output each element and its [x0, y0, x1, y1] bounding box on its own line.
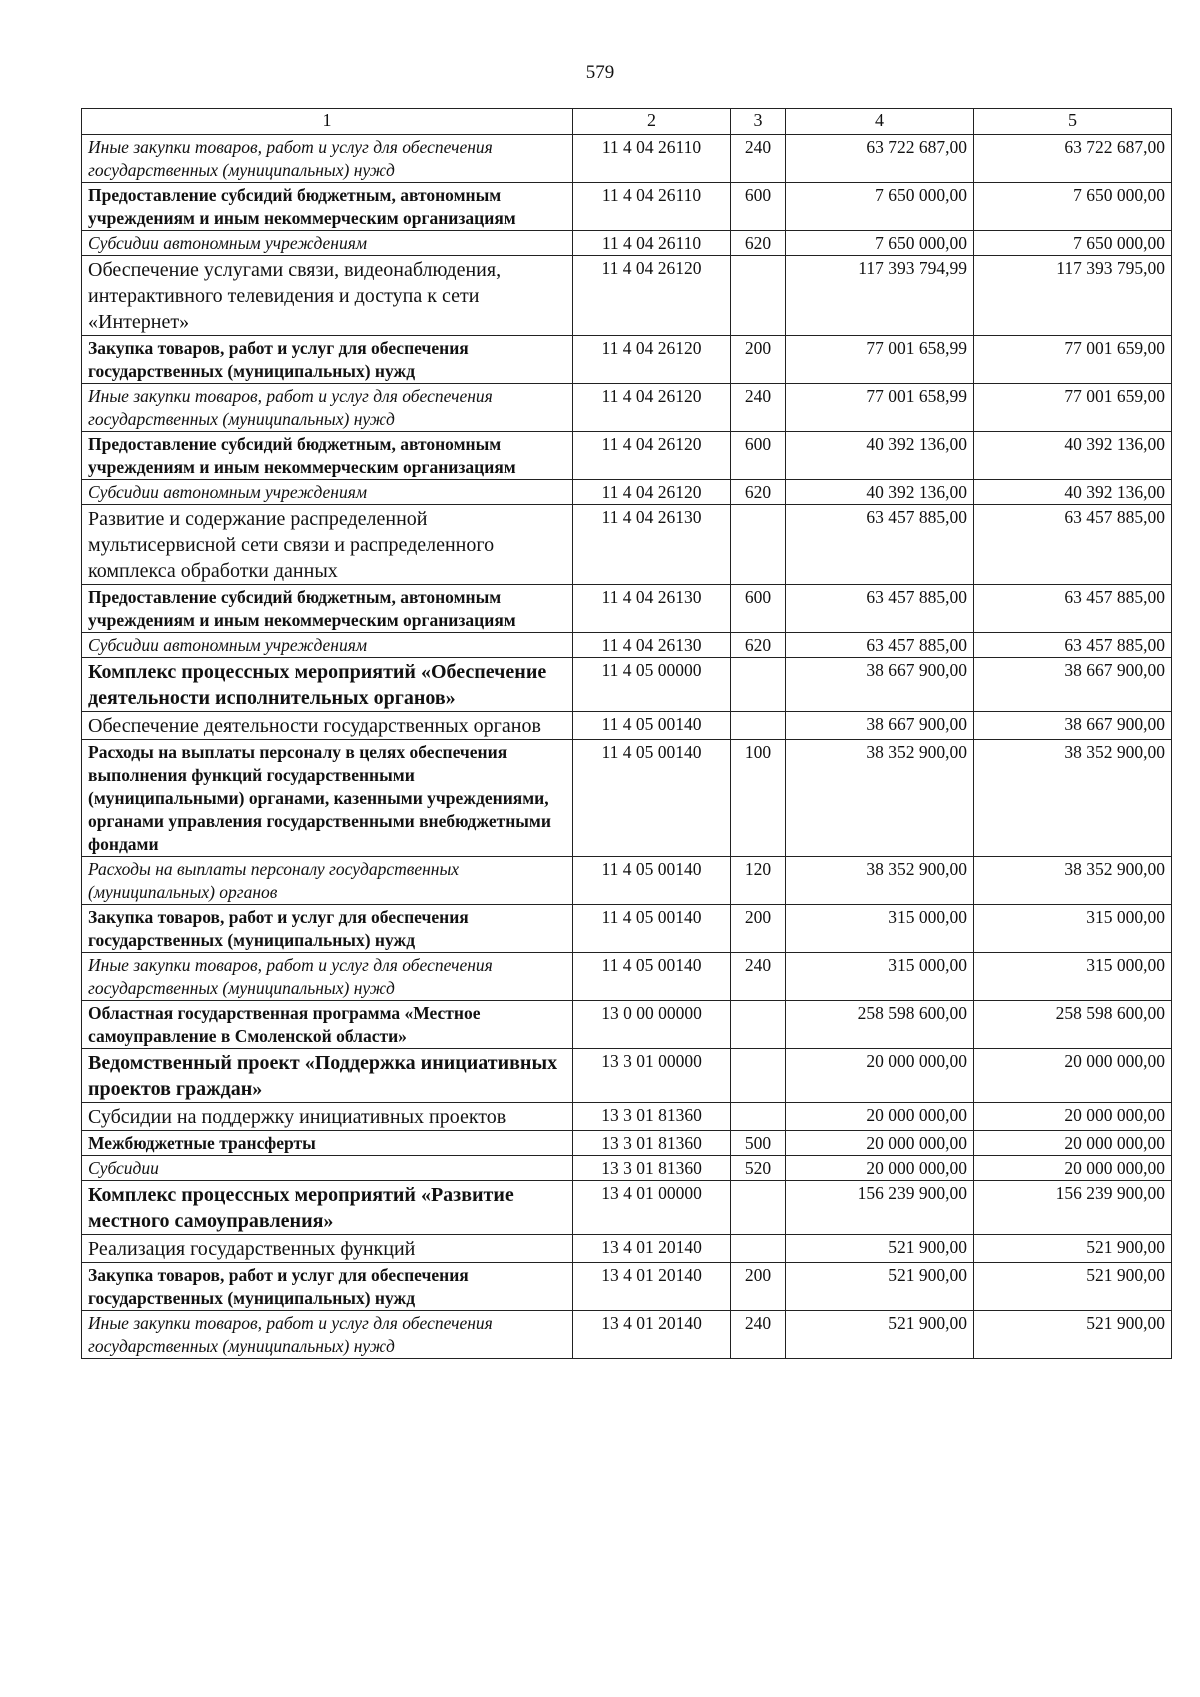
row-name-cell: Комплекс процессных мероприятий «Обеспечение деятельности исполнительных органов» [82, 658, 573, 712]
col-header-4: 4 [786, 109, 974, 135]
row-amount-2024-cell: 77 001 658,99 [786, 336, 974, 384]
row-type-cell [731, 1049, 786, 1103]
table-row [82, 658, 1172, 712]
row-amount-2024-cell: 63 457 885,00 [786, 505, 974, 585]
row-amount-2025-cell: 63 457 885,00 [974, 633, 1172, 658]
row-type-cell [731, 712, 786, 740]
table-row [82, 505, 1172, 585]
table-row [82, 183, 1172, 231]
row-code-cell: 13 3 01 81360 [573, 1156, 731, 1181]
table-row [82, 1049, 1172, 1103]
table-row [82, 585, 1172, 633]
row-amount-2025-cell: 40 392 136,00 [974, 480, 1172, 505]
row-code-cell: 11 4 04 26120 [573, 336, 731, 384]
row-name-cell: Иные закупки товаров, работ и услуг для обеспечения государственных (муниципальных) нужд [82, 135, 573, 183]
row-type-cell: 600 [731, 585, 786, 633]
row-name-cell: Субсидии автономным учреждениям [82, 633, 573, 658]
row-amount-2024-cell: 20 000 000,00 [786, 1049, 974, 1103]
table-row [82, 857, 1172, 905]
row-amount-2025-cell: 38 667 900,00 [974, 712, 1172, 740]
row-amount-2024-cell: 38 667 900,00 [786, 712, 974, 740]
row-type-cell: 500 [731, 1131, 786, 1156]
table-row [82, 135, 1172, 183]
row-code-cell: 11 4 04 26110 [573, 183, 731, 231]
row-name-cell: Субсидии автономным учреждениям [82, 480, 573, 505]
row-amount-2024-cell: 521 900,00 [786, 1235, 974, 1263]
row-name-cell: Реализация государственных функций [82, 1235, 573, 1263]
header-row [82, 109, 1172, 135]
row-name-cell: Субсидии [82, 1156, 573, 1181]
row-code-cell: 13 3 01 81360 [573, 1131, 731, 1156]
row-amount-2024-cell: 7 650 000,00 [786, 231, 974, 256]
row-code-cell: 11 4 04 26120 [573, 384, 731, 432]
row-amount-2025-cell: 63 722 687,00 [974, 135, 1172, 183]
row-amount-2024-cell: 63 457 885,00 [786, 585, 974, 633]
row-amount-2025-cell: 40 392 136,00 [974, 432, 1172, 480]
row-amount-2025-cell: 7 650 000,00 [974, 183, 1172, 231]
row-type-cell: 620 [731, 480, 786, 505]
row-amount-2024-cell: 521 900,00 [786, 1263, 974, 1311]
table-row [82, 712, 1172, 740]
row-code-cell: 11 4 05 00140 [573, 740, 731, 857]
table-row [82, 432, 1172, 480]
row-code-cell: 11 4 04 26120 [573, 256, 731, 336]
row-amount-2024-cell: 20 000 000,00 [786, 1103, 974, 1131]
row-type-cell: 620 [731, 231, 786, 256]
row-type-cell [731, 1001, 786, 1049]
table-row [82, 633, 1172, 658]
row-code-cell: 11 4 05 00140 [573, 712, 731, 740]
table-row [82, 1311, 1172, 1359]
row-type-cell: 200 [731, 336, 786, 384]
row-code-cell: 11 4 05 00140 [573, 857, 731, 905]
row-amount-2025-cell: 20 000 000,00 [974, 1131, 1172, 1156]
row-code-cell: 13 4 01 00000 [573, 1181, 731, 1235]
budget-table [81, 108, 1172, 1359]
row-type-cell: 600 [731, 183, 786, 231]
row-code-cell: 11 4 04 26120 [573, 432, 731, 480]
row-amount-2025-cell: 315 000,00 [974, 905, 1172, 953]
row-amount-2024-cell: 38 352 900,00 [786, 740, 974, 857]
row-amount-2024-cell: 315 000,00 [786, 953, 974, 1001]
col-header-3: 3 [731, 109, 786, 135]
row-amount-2025-cell: 521 900,00 [974, 1263, 1172, 1311]
table-row [82, 1131, 1172, 1156]
row-name-cell: Расходы на выплаты персоналу в целях обеспечения выполнения функций государственными (муниципальными) органами, казенными учреждениями, органами управления государственными внебюджетными фондами [82, 740, 573, 857]
row-amount-2025-cell: 77 001 659,00 [974, 384, 1172, 432]
row-type-cell: 240 [731, 135, 786, 183]
row-code-cell: 11 4 04 26130 [573, 585, 731, 633]
row-type-cell: 200 [731, 1263, 786, 1311]
row-amount-2025-cell: 315 000,00 [974, 953, 1172, 1001]
row-code-cell: 13 3 01 00000 [573, 1049, 731, 1103]
table-row [82, 384, 1172, 432]
row-amount-2025-cell: 20 000 000,00 [974, 1156, 1172, 1181]
row-type-cell: 240 [731, 1311, 786, 1359]
col-header-5: 5 [974, 109, 1172, 135]
row-amount-2024-cell: 20 000 000,00 [786, 1156, 974, 1181]
row-name-cell: Субсидии на поддержку инициативных проектов [82, 1103, 573, 1131]
row-code-cell: 13 4 01 20140 [573, 1263, 731, 1311]
table-row [82, 231, 1172, 256]
row-code-cell: 13 4 01 20140 [573, 1235, 731, 1263]
row-name-cell: Обеспечение услугами связи, видеонаблюдения, интерактивного телевидения и доступа к сети «Интернет» [82, 256, 573, 336]
row-name-cell: Предоставление субсидий бюджетным, автономным учреждениям и иным некоммерческим организациям [82, 183, 573, 231]
row-amount-2025-cell: 7 650 000,00 [974, 231, 1172, 256]
row-name-cell: Предоставление субсидий бюджетным, автономным учреждениям и иным некоммерческим организациям [82, 432, 573, 480]
row-type-cell: 240 [731, 384, 786, 432]
row-type-cell [731, 505, 786, 585]
row-type-cell [731, 1181, 786, 1235]
table-row [82, 1181, 1172, 1235]
table-row [82, 953, 1172, 1001]
table-row [82, 480, 1172, 505]
table-row [82, 1235, 1172, 1263]
row-type-cell: 520 [731, 1156, 786, 1181]
row-name-cell: Областная государственная программа «Местное самоуправление в Смоленской области» [82, 1001, 573, 1049]
row-type-cell: 200 [731, 905, 786, 953]
row-code-cell: 11 4 04 26110 [573, 135, 731, 183]
row-name-cell: Закупка товаров, работ и услуг для обеспечения государственных (муниципальных) нужд [82, 905, 573, 953]
row-amount-2025-cell: 38 667 900,00 [974, 658, 1172, 712]
row-type-cell [731, 256, 786, 336]
row-amount-2025-cell: 521 900,00 [974, 1311, 1172, 1359]
row-name-cell: Развитие и содержание распределенной мультисервисной сети связи и распределенного комплекса обработки данных [82, 505, 573, 585]
row-type-cell: 240 [731, 953, 786, 1001]
row-code-cell: 13 0 00 00000 [573, 1001, 731, 1049]
row-type-cell: 620 [731, 633, 786, 658]
row-name-cell: Субсидии автономным учреждениям [82, 231, 573, 256]
row-amount-2024-cell: 38 352 900,00 [786, 857, 974, 905]
row-name-cell: Ведомственный проект «Поддержка инициативных проектов граждан» [82, 1049, 573, 1103]
row-amount-2025-cell: 521 900,00 [974, 1235, 1172, 1263]
row-amount-2025-cell: 63 457 885,00 [974, 505, 1172, 585]
row-amount-2024-cell: 7 650 000,00 [786, 183, 974, 231]
row-amount-2024-cell: 63 722 687,00 [786, 135, 974, 183]
row-type-cell: 100 [731, 740, 786, 857]
row-amount-2024-cell: 315 000,00 [786, 905, 974, 953]
row-name-cell: Закупка товаров, работ и услуг для обеспечения государственных (муниципальных) нужд [82, 1263, 573, 1311]
row-amount-2024-cell: 38 667 900,00 [786, 658, 974, 712]
table-row [82, 1001, 1172, 1049]
row-type-cell [731, 1235, 786, 1263]
row-amount-2025-cell: 38 352 900,00 [974, 740, 1172, 857]
row-amount-2024-cell: 156 239 900,00 [786, 1181, 974, 1235]
row-code-cell: 11 4 05 00140 [573, 953, 731, 1001]
table-row [82, 740, 1172, 857]
row-amount-2024-cell: 40 392 136,00 [786, 480, 974, 505]
row-amount-2025-cell: 20 000 000,00 [974, 1103, 1172, 1131]
row-amount-2025-cell: 63 457 885,00 [974, 585, 1172, 633]
row-code-cell: 11 4 05 00000 [573, 658, 731, 712]
row-amount-2024-cell: 521 900,00 [786, 1311, 974, 1359]
row-name-cell: Закупка товаров, работ и услуг для обеспечения государственных (муниципальных) нужд [82, 336, 573, 384]
row-code-cell: 13 3 01 81360 [573, 1103, 731, 1131]
row-name-cell: Межбюджетные трансферты [82, 1131, 573, 1156]
row-code-cell: 11 4 04 26120 [573, 480, 731, 505]
row-amount-2025-cell: 77 001 659,00 [974, 336, 1172, 384]
table-row [82, 336, 1172, 384]
row-amount-2024-cell: 117 393 794,99 [786, 256, 974, 336]
row-amount-2025-cell: 20 000 000,00 [974, 1049, 1172, 1103]
col-header-2: 2 [573, 109, 731, 135]
row-code-cell: 11 4 04 26130 [573, 633, 731, 658]
row-amount-2025-cell: 117 393 795,00 [974, 256, 1172, 336]
row-name-cell: Комплекс процессных мероприятий «Развитие местного самоуправления» [82, 1181, 573, 1235]
row-amount-2024-cell: 77 001 658,99 [786, 384, 974, 432]
row-type-cell [731, 1103, 786, 1131]
row-code-cell: 11 4 04 26110 [573, 231, 731, 256]
row-name-cell: Расходы на выплаты персоналу государственных (муниципальных) органов [82, 857, 573, 905]
row-name-cell: Иные закупки товаров, работ и услуг для обеспечения государственных (муниципальных) нужд [82, 384, 573, 432]
row-amount-2025-cell: 156 239 900,00 [974, 1181, 1172, 1235]
row-type-cell [731, 658, 786, 712]
row-type-cell: 600 [731, 432, 786, 480]
page-number: 579 [585, 62, 615, 83]
row-amount-2024-cell: 40 392 136,00 [786, 432, 974, 480]
row-amount-2024-cell: 63 457 885,00 [786, 633, 974, 658]
row-amount-2025-cell: 38 352 900,00 [974, 857, 1172, 905]
row-name-cell: Иные закупки товаров, работ и услуг для обеспечения государственных (муниципальных) нужд [82, 953, 573, 1001]
table-row [82, 905, 1172, 953]
row-code-cell: 13 4 01 20140 [573, 1311, 731, 1359]
table-row [82, 1156, 1172, 1181]
table-row [82, 1263, 1172, 1311]
row-type-cell: 120 [731, 857, 786, 905]
table-row [82, 1103, 1172, 1131]
row-amount-2024-cell: 258 598 600,00 [786, 1001, 974, 1049]
col-header-1: 1 [82, 109, 573, 135]
row-amount-2025-cell: 258 598 600,00 [974, 1001, 1172, 1049]
row-name-cell: Обеспечение деятельности государственных органов [82, 712, 573, 740]
table-row [82, 256, 1172, 336]
row-code-cell: 11 4 05 00140 [573, 905, 731, 953]
row-name-cell: Предоставление субсидий бюджетным, автономным учреждениям и иным некоммерческим организациям [82, 585, 573, 633]
row-name-cell: Иные закупки товаров, работ и услуг для обеспечения государственных (муниципальных) нужд [82, 1311, 573, 1359]
row-amount-2024-cell: 20 000 000,00 [786, 1131, 974, 1156]
row-code-cell: 11 4 04 26130 [573, 505, 731, 585]
